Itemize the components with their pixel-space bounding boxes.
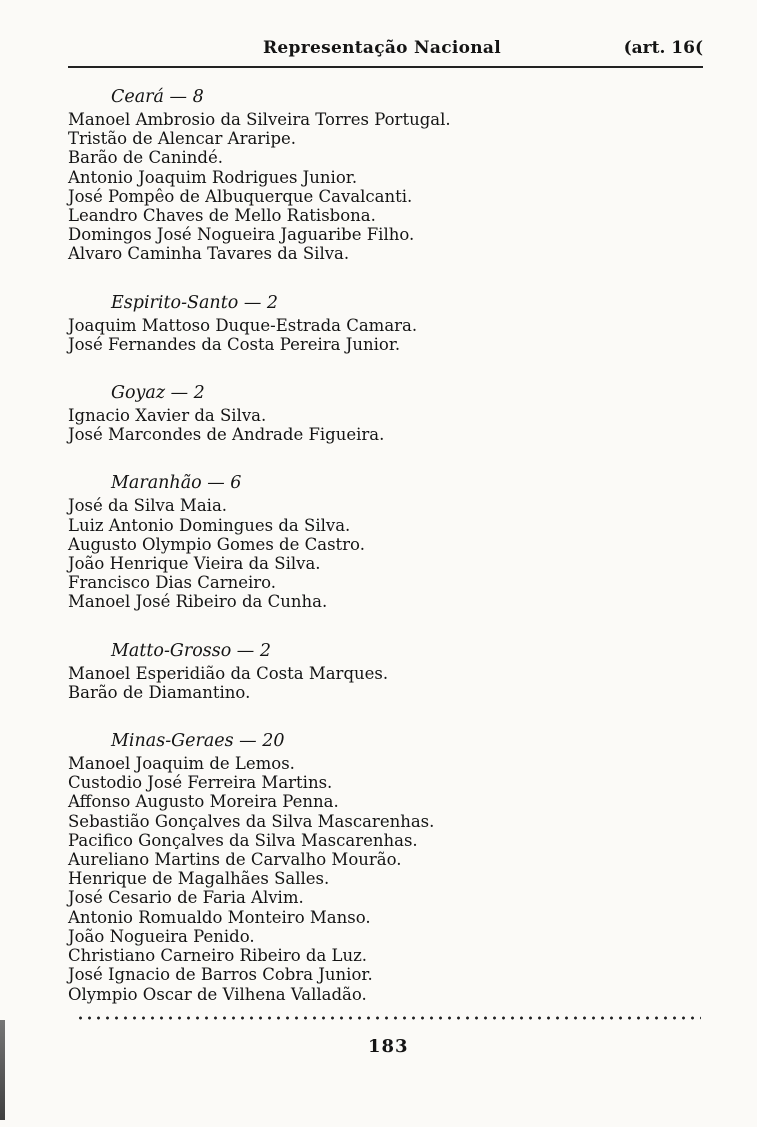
member-name: Henrique de Magalhães Salles. — [68, 869, 330, 889]
member-name: Christiano Carneiro Ribeiro da Luz. — [68, 946, 368, 966]
state-section — [68, 730, 708, 1004]
member-name: Domingos José Nogueira Jaguaribe Filho. — [68, 225, 415, 245]
section-title: Minas-Geraes — 20 — [111, 731, 285, 752]
member-name: José Fernandes da Costa Pereira Junior. — [68, 334, 401, 354]
member-name: Pacifico Gonçalves da Silva Mascarenhas. — [68, 830, 418, 850]
member-name: Antonio Joaquim Rodrigues Junior. — [68, 167, 358, 187]
section-title: Matto-Grosso — 2 — [111, 640, 272, 661]
member-name: Joaquim Mattoso Duque-Estrada Camara. — [68, 315, 418, 335]
section-title: Espirito-Santo — 2 — [111, 292, 279, 313]
member-name: Olympio Oscar de Vilhena Valladão. — [68, 984, 367, 1004]
page-number: 183 — [368, 1036, 409, 1057]
member-name: João Henrique Vieira da Silva. — [68, 554, 321, 574]
member-name: Sebastião Gonçalves da Silva Mascarenhas. — [68, 811, 435, 831]
state-section — [68, 472, 708, 611]
state-section — [68, 86, 708, 264]
member-name: Manoel Joaquim de Lemos. — [68, 754, 295, 774]
member-name: José Cesario de Faria Alvim. — [68, 888, 304, 908]
member-name: Ignacio Xavier da Silva. — [68, 406, 267, 426]
member-name: Alvaro Caminha Tavares da Silva. — [68, 244, 350, 264]
member-name: Custodio José Ferreira Martins. — [68, 773, 333, 793]
header-title: Representação Nacional — [263, 38, 501, 58]
header-article: (art. 16( — [623, 38, 703, 58]
member-name: Luiz Antonio Domingues da Silva. — [68, 515, 351, 535]
section-title: Goyaz — 2 — [111, 383, 205, 404]
member-name: Leandro Chaves de Mello Ratisbona. — [68, 206, 376, 226]
section-title: Maranhão — 6 — [111, 473, 242, 494]
member-name: Antonio Romualdo Monteiro Manso. — [68, 907, 371, 927]
state-section — [68, 292, 708, 354]
section-title: Ceará — 8 — [111, 87, 204, 107]
member-name: Francisco Dias Carneiro. — [68, 573, 277, 593]
member-name: Tristão de Alencar Araripe. — [68, 129, 297, 149]
scan-edge-mark — [0, 1020, 5, 1120]
state-section — [68, 382, 708, 444]
state-section — [68, 640, 708, 702]
member-name: Manoel José Ribeiro da Cunha. — [68, 592, 328, 612]
member-name: José da Silva Maia. — [68, 496, 228, 516]
member-name: João Nogueira Penido. — [68, 926, 255, 946]
member-name: Manoel Ambrosio da Silveira Torres Portugal. — [68, 110, 451, 129]
member-name: José Pompêo de Albuquerque Cavalcanti. — [68, 186, 413, 206]
member-name: Aureliano Martins de Carvalho Mourão. — [68, 850, 402, 870]
member-name: José Ignacio de Barros Cobra Junior. — [68, 965, 373, 985]
member-name: Manoel Esperidião da Costa Marques. — [68, 663, 389, 683]
page-header — [68, 38, 703, 68]
dotted-rule — [76, 1012, 701, 1024]
member-name: Affonso Augusto Moreira Penna. — [68, 792, 339, 812]
member-name: Barão de Diamantino. — [68, 682, 251, 702]
member-list — [68, 86, 708, 1032]
member-name: Augusto Olympio Gomes de Castro. — [68, 534, 365, 554]
member-name: José Marcondes de Andrade Figueira. — [68, 425, 385, 445]
member-name: Barão de Canindé. — [68, 148, 224, 168]
